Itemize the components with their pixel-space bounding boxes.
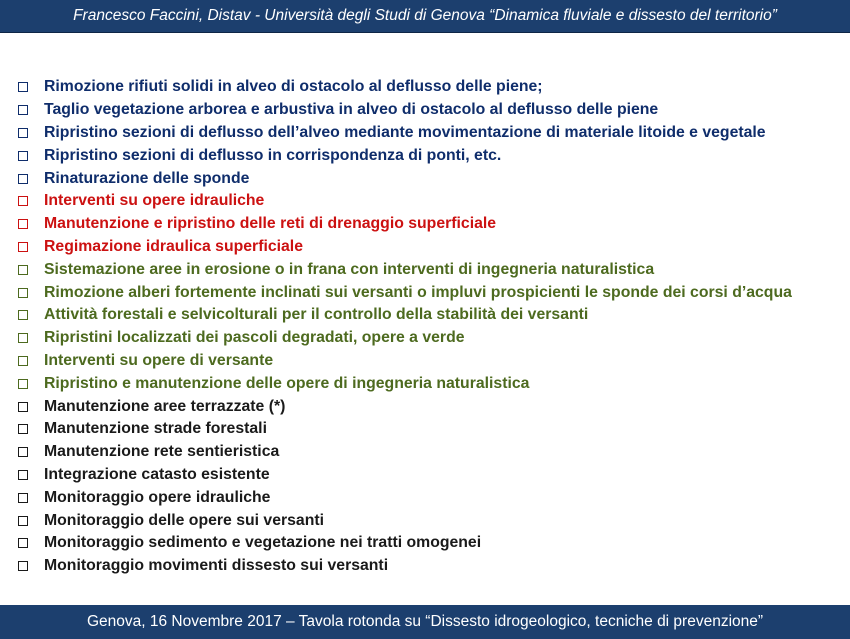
checkbox-square-icon — [18, 538, 28, 548]
checkbox-square-icon — [18, 151, 28, 161]
checkbox-square-icon — [18, 561, 28, 571]
checkbox-square-icon — [18, 219, 28, 229]
checkbox-square-icon — [18, 333, 28, 343]
list-item-text: Ripristino sezioni di deflusso dell’alveo mediante movimentazione di materiale litoide e vegetale — [44, 123, 766, 141]
checkbox-square-icon — [18, 265, 28, 275]
checkbox-square-icon — [18, 447, 28, 457]
list-item-text: Ripristino e manutenzione delle opere di ingegneria naturalistica — [44, 374, 530, 392]
list-item — [18, 167, 848, 190]
list-item — [18, 464, 848, 487]
checkbox-square-icon — [18, 105, 28, 115]
list-item — [18, 532, 848, 555]
list-item-text: Monitoraggio sedimento e vegetazione nei tratti omogenei — [44, 534, 482, 552]
list-item-text: Monitoraggio movimenti dissesto sui versanti — [44, 557, 389, 575]
list-item-text: Taglio vegetazione arborea e arbustiva in alveo di ostacolo al deflusso delle piene — [44, 101, 659, 119]
list-item-text: Manutenzione aree terrazzate (*) — [44, 397, 286, 415]
checkbox-square-icon — [18, 379, 28, 389]
list-item — [18, 236, 848, 259]
list-item — [18, 258, 848, 281]
list-item — [18, 281, 848, 304]
checkbox-square-icon — [18, 470, 28, 480]
checkbox-square-icon — [18, 424, 28, 434]
list-item — [18, 441, 848, 464]
list-item — [18, 418, 848, 441]
list-item — [18, 190, 848, 213]
list-item — [18, 76, 848, 99]
intervention-list — [18, 76, 848, 578]
checkbox-square-icon — [18, 128, 28, 138]
list-item-text: Regimazione idraulica superficiale — [44, 237, 303, 255]
list-item — [18, 122, 848, 145]
checkbox-square-icon — [18, 242, 28, 252]
header-text: Francesco Faccini, Distav - Università degli Studi di Genova “Dinamica fluviale e dissesto del territorio” — [73, 7, 777, 24]
list-item-text: Manutenzione e ripristino delle reti di drenaggio superficiale — [44, 215, 497, 233]
list-item-text: Monitoraggio opere idrauliche — [44, 488, 271, 506]
list-item — [18, 555, 848, 578]
checkbox-square-icon — [18, 82, 28, 92]
list-item-text: Rimozione alberi fortemente inclinati sui versanti o impluvi prospicienti le sponde dei corsi d’acqua — [44, 283, 792, 301]
header-bar — [0, 0, 850, 33]
list-item — [18, 509, 848, 532]
checkbox-square-icon — [18, 196, 28, 206]
list-item — [18, 304, 848, 327]
list-item — [18, 486, 848, 509]
footer-text: Genova, 16 Novembre 2017 – Tavola rotonda su “Dissesto idrogeologico, tecniche di prevenzione” — [86, 613, 764, 630]
checkbox-square-icon — [18, 174, 28, 184]
list-item-text: Interventi su opere di versante — [44, 351, 274, 369]
list-item-text: Manutenzione strade forestali — [44, 420, 267, 438]
footer-bar — [0, 605, 850, 639]
list-item-text: Monitoraggio delle opere sui versanti — [44, 511, 325, 529]
checkbox-square-icon — [18, 493, 28, 503]
checkbox-square-icon — [18, 402, 28, 412]
list-item-text: Manutenzione rete sentieristica — [44, 443, 280, 461]
list-item — [18, 99, 848, 122]
list-item-text: Ripristino sezioni di deflusso in corrispondenza di ponti, etc. — [44, 146, 502, 164]
list-item-text: Rinaturazione delle sponde — [44, 169, 250, 187]
list-item-text: Attività forestali e selvicolturali per il controllo della stabilità dei versanti — [44, 306, 589, 324]
checkbox-square-icon — [18, 310, 28, 320]
list-item-text: Integrazione catasto esistente — [44, 465, 270, 483]
list-item — [18, 350, 848, 373]
checkbox-square-icon — [18, 288, 28, 298]
list-item-text: Rimozione rifiuti solidi in alveo di ostacolo al deflusso delle piene; — [44, 78, 543, 96]
checkbox-square-icon — [18, 356, 28, 366]
list-item — [18, 372, 848, 395]
list-item — [18, 327, 848, 350]
list-item-text: Interventi su opere idrauliche — [44, 192, 265, 210]
list-item — [18, 395, 848, 418]
list-item-text: Ripristini localizzati dei pascoli degradati, opere a verde — [44, 329, 465, 347]
list-item — [18, 144, 848, 167]
checkbox-square-icon — [18, 516, 28, 526]
list-item — [18, 213, 848, 236]
list-item-text: Sistemazione aree in erosione o in frana con interventi di ingegneria naturalistica — [44, 260, 655, 278]
